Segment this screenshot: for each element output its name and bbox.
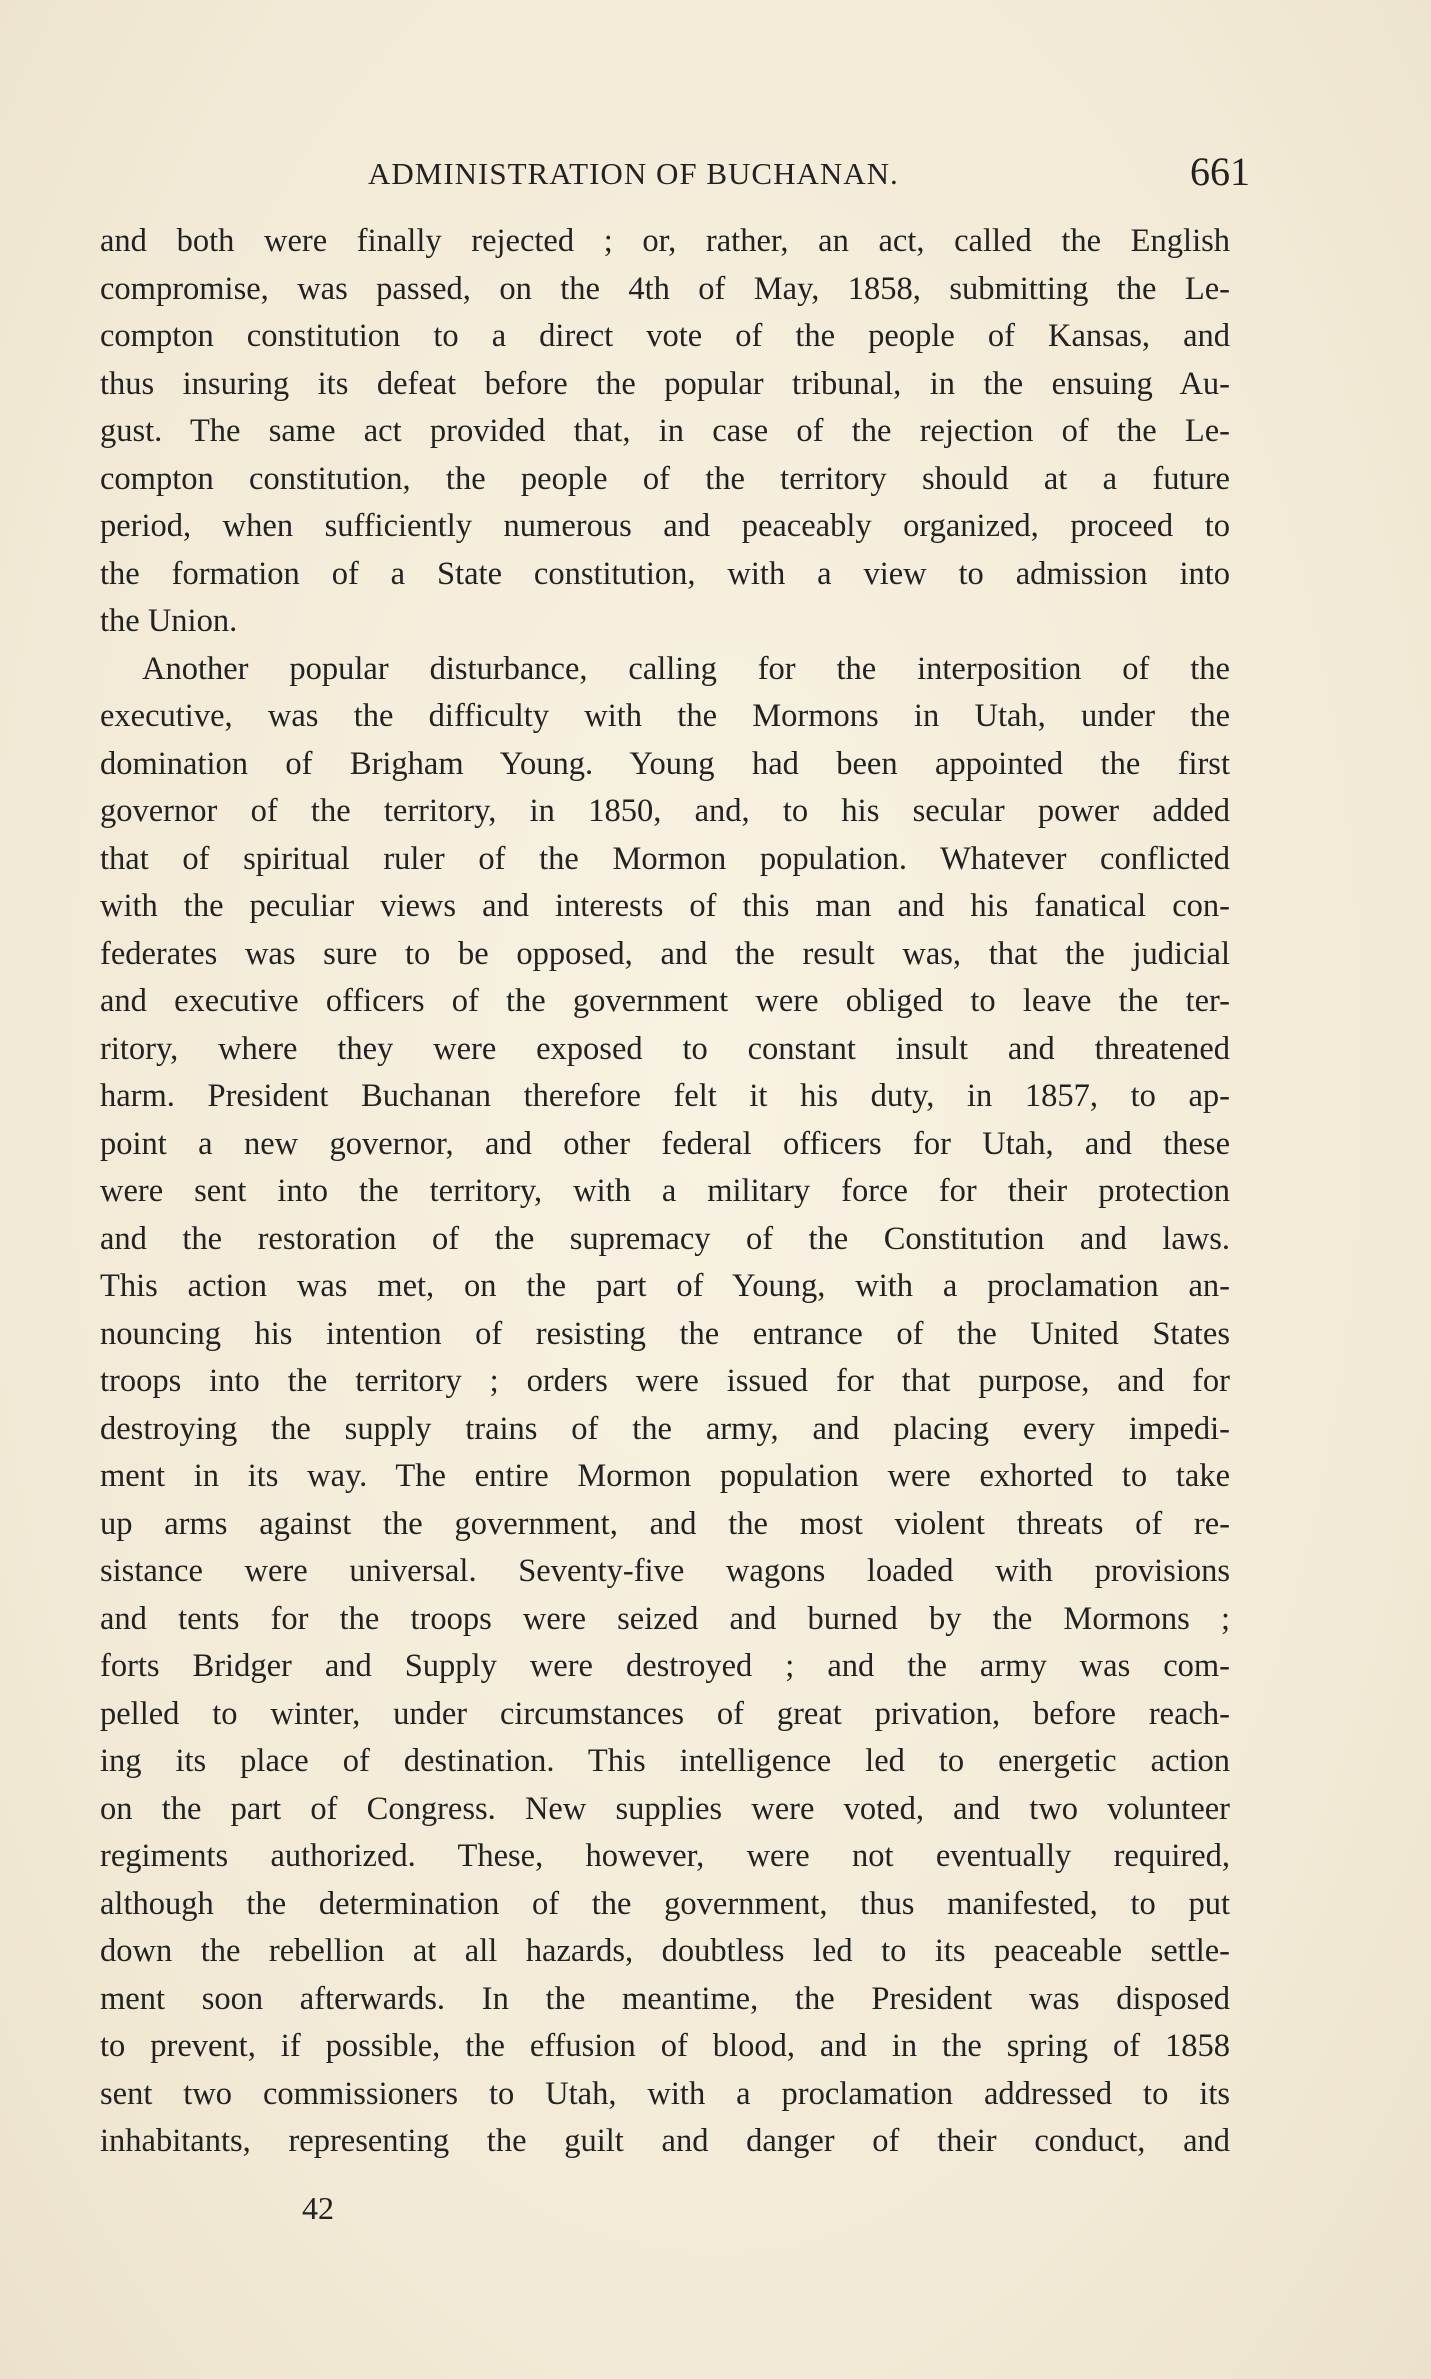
text-line: executive, was the difficulty with the Mormons in Utah, under the bbox=[100, 698, 1230, 734]
text-line: ritory, where they were exposed to constant insult and threatened bbox=[100, 1030, 1230, 1067]
text-line: down the rebellion at all hazards, doubtless led to its peaceable settle- bbox=[100, 1933, 1230, 1969]
text-line: thus insuring its defeat before the popular tribunal, in the ensuing Au- bbox=[100, 365, 1230, 402]
text-line: This action was met, on the part of Young, with a proclamation an- bbox=[100, 1268, 1230, 1304]
text-line: destroying the supply trains of the army, and placing every impedi- bbox=[100, 1410, 1230, 1447]
text-line: forts Bridger and Supply were destroyed ; and the army was com- bbox=[100, 1648, 1230, 1684]
text-line: up arms against the government, and the most violent threats of re- bbox=[100, 1505, 1230, 1542]
text-line: and both were finally rejected ; or, rather, an act, called the English bbox=[100, 223, 1230, 259]
text-line: to prevent, if possible, the effusion of blood, and in the spring of 1858 bbox=[100, 2028, 1230, 2064]
text-line: and tents for the troops were seized and burned by the Mormons ; bbox=[100, 1600, 1230, 1637]
body-text bbox=[100, 218, 1230, 2166]
text-line: ment soon afterwards. In the meantime, the President was disposed bbox=[100, 1980, 1230, 2017]
text-line: inhabitants, representing the guilt and danger of their conduct, and bbox=[100, 2123, 1230, 2159]
text-line: domination of Brigham Young. Young had been appointed the first bbox=[100, 745, 1230, 782]
text-line: and executive officers of the government were obliged to leave the ter- bbox=[100, 983, 1230, 1019]
text-line: harm. President Buchanan therefore felt it his duty, in 1857, to ap- bbox=[100, 1078, 1230, 1114]
text-line: ing its place of destination. This intelligence led to energetic action bbox=[100, 1743, 1230, 1779]
text-line: were sent into the territory, with a military force for their protection bbox=[100, 1173, 1230, 1209]
text-line: and the restoration of the supremacy of the Constitution and laws. bbox=[100, 1220, 1230, 1257]
text-line: federates was sure to be opposed, and the result was, that the judicial bbox=[100, 935, 1230, 972]
text-line: regiments authorized. These, however, were not eventually required, bbox=[100, 1838, 1230, 1874]
text-line: gust. The same act provided that, in case of the rejection of the Le- bbox=[100, 413, 1230, 449]
text-line: the Union. bbox=[100, 603, 238, 639]
text-line: sistance were universal. Seventy-five wagons loaded with provisions bbox=[100, 1553, 1230, 1589]
text-line: the formation of a State constitution, with a view to admission into bbox=[100, 555, 1230, 592]
text-line: nouncing his intention of resisting the entrance of the United States bbox=[100, 1315, 1230, 1352]
text-line: point a new governor, and other federal officers for Utah, and these bbox=[100, 1125, 1230, 1162]
text-line: compton constitution, the people of the territory should at a future bbox=[100, 460, 1230, 497]
text-line: ment in its way. The entire Mormon population were exhorted to take bbox=[100, 1458, 1230, 1494]
text-line: troops into the territory ; orders were issued for that purpose, and for bbox=[100, 1363, 1230, 1399]
text-line: that of spiritual ruler of the Mormon population. Whatever conflicted bbox=[100, 840, 1230, 877]
text-line: sent two commissioners to Utah, with a proclamation addressed to its bbox=[100, 2075, 1230, 2112]
text-line: compton constitution to a direct vote of the people of Kansas, and bbox=[100, 318, 1230, 354]
signature-mark: 42 bbox=[302, 2190, 334, 2226]
text-line: pelled to winter, under circumstances of great privation, before reach- bbox=[100, 1695, 1230, 1732]
text-line: period, when sufficiently numerous and peaceably organized, proceed to bbox=[100, 508, 1230, 544]
text-line: governor of the territory, in 1850, and, to his secular power added bbox=[100, 793, 1230, 829]
page-number: 661 bbox=[1190, 149, 1250, 194]
text-line: Another popular disturbance, calling for the interposition of the bbox=[142, 650, 1230, 687]
text-line: although the determination of the government, thus manifested, to put bbox=[100, 1885, 1230, 1922]
text-line: compromise, was passed, on the 4th of May, 1858, submitting the Le- bbox=[100, 270, 1230, 307]
text-line: on the part of Congress. New supplies were voted, and two volunteer bbox=[100, 1790, 1230, 1827]
text-line: with the peculiar views and interests of this man and his fanatical con- bbox=[100, 888, 1230, 924]
page-header bbox=[100, 148, 1250, 208]
running-head: ADMINISTRATION OF BUCHANAN. bbox=[368, 156, 899, 191]
